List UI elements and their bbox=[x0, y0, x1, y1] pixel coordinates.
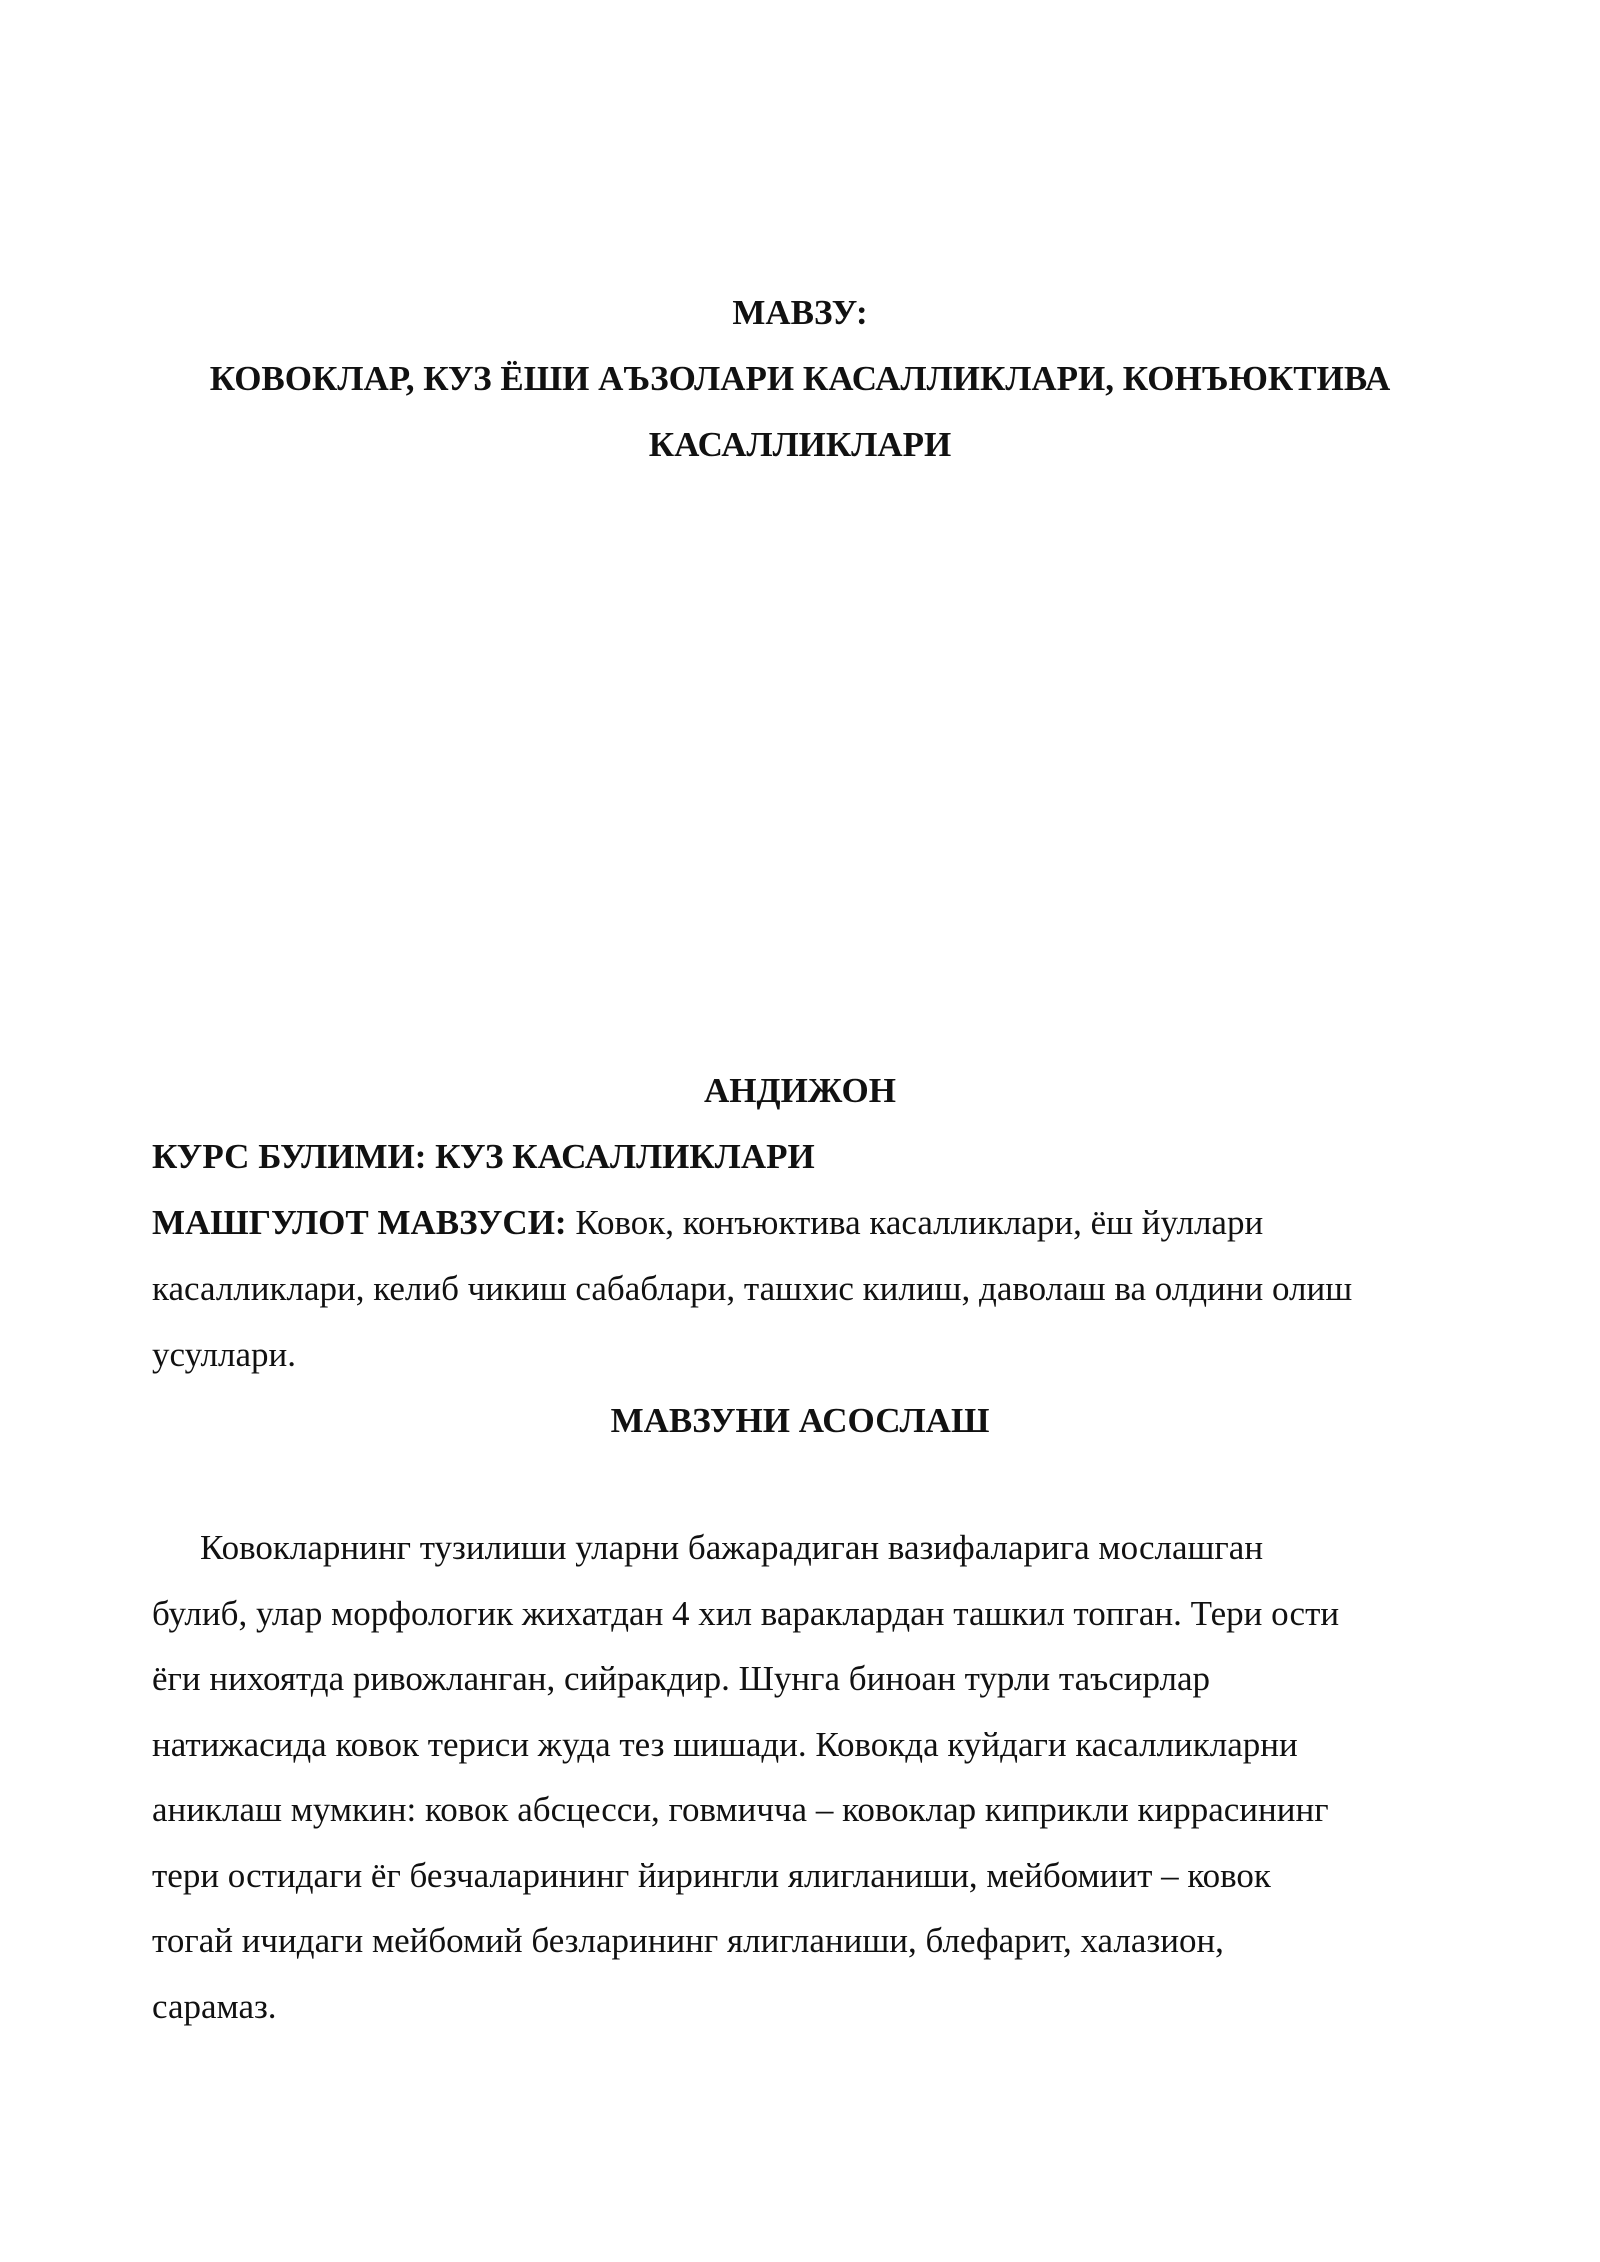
title-label: МАВЗУ: bbox=[732, 293, 868, 332]
title-line-2: КАСАЛЛИКЛАРИ bbox=[648, 425, 952, 464]
paragraph-line: сарамаз. bbox=[152, 1986, 277, 2026]
body-paragraph bbox=[152, 1515, 1452, 2039]
lesson-topic-label: МАШГУЛОТ МАВЗУСИ: bbox=[152, 1203, 567, 1242]
paragraph-line: Ковокларнинг тузилиши уларни бажарадиган вазифаларига мослашган bbox=[200, 1528, 1264, 1567]
lesson-topic bbox=[152, 1190, 1452, 1388]
document-title bbox=[152, 280, 1448, 478]
course-section: КУРС БУЛИМИ: КУЗ КАСАЛЛИКЛАРИ bbox=[152, 1137, 815, 1176]
title-line-1: КОВОКЛАР, КУЗ ЁШИ АЪЗОЛАРИ КАСАЛЛИКЛАРИ, КОНЪЮКТИВА bbox=[209, 359, 1391, 398]
paragraph-line: тогай ичидаги мейбомий безларининг ялигланиши, блефарит, халазион, bbox=[152, 1921, 1224, 1960]
paragraph-line: натижасида ковок териси жуда тез шишади. Ковокда куйдаги касалликларни bbox=[152, 1724, 1298, 1764]
paragraph-line: тери остидаги ёг безчаларининг йирингли ялигланиши, мейбомиит – ковок bbox=[152, 1855, 1271, 1895]
paragraph-line: ёги нихоятда ривожланган, сийракдир. Шунга биноан турли таъсирлар bbox=[152, 1659, 1211, 1698]
lesson-topic-line-1 bbox=[152, 1190, 1452, 1256]
paragraph-line: булиб, улар морфологик жихатдан 4 хил вараклардан ташкил топган. Тери ости bbox=[152, 1593, 1340, 1633]
paragraph-line: аниклаш мумкин: ковок абсцесси, говмичча – ковоклар киприкли киррасининг bbox=[152, 1790, 1329, 1829]
lesson-topic-text: Ковок, конъюктива касалликлари, ёш йуллари bbox=[566, 1203, 1264, 1242]
section-heading: МАВЗУНИ АСОСЛАШ bbox=[610, 1401, 990, 1440]
lesson-topic-line-2: касалликлари, келиб чикиш сабаблари, ташхис килиш, даволаш ва олдини олиш bbox=[152, 1269, 1353, 1308]
city-name: АНДИЖОН bbox=[704, 1071, 896, 1110]
lesson-topic-line-3: усуллари. bbox=[152, 1335, 296, 1374]
